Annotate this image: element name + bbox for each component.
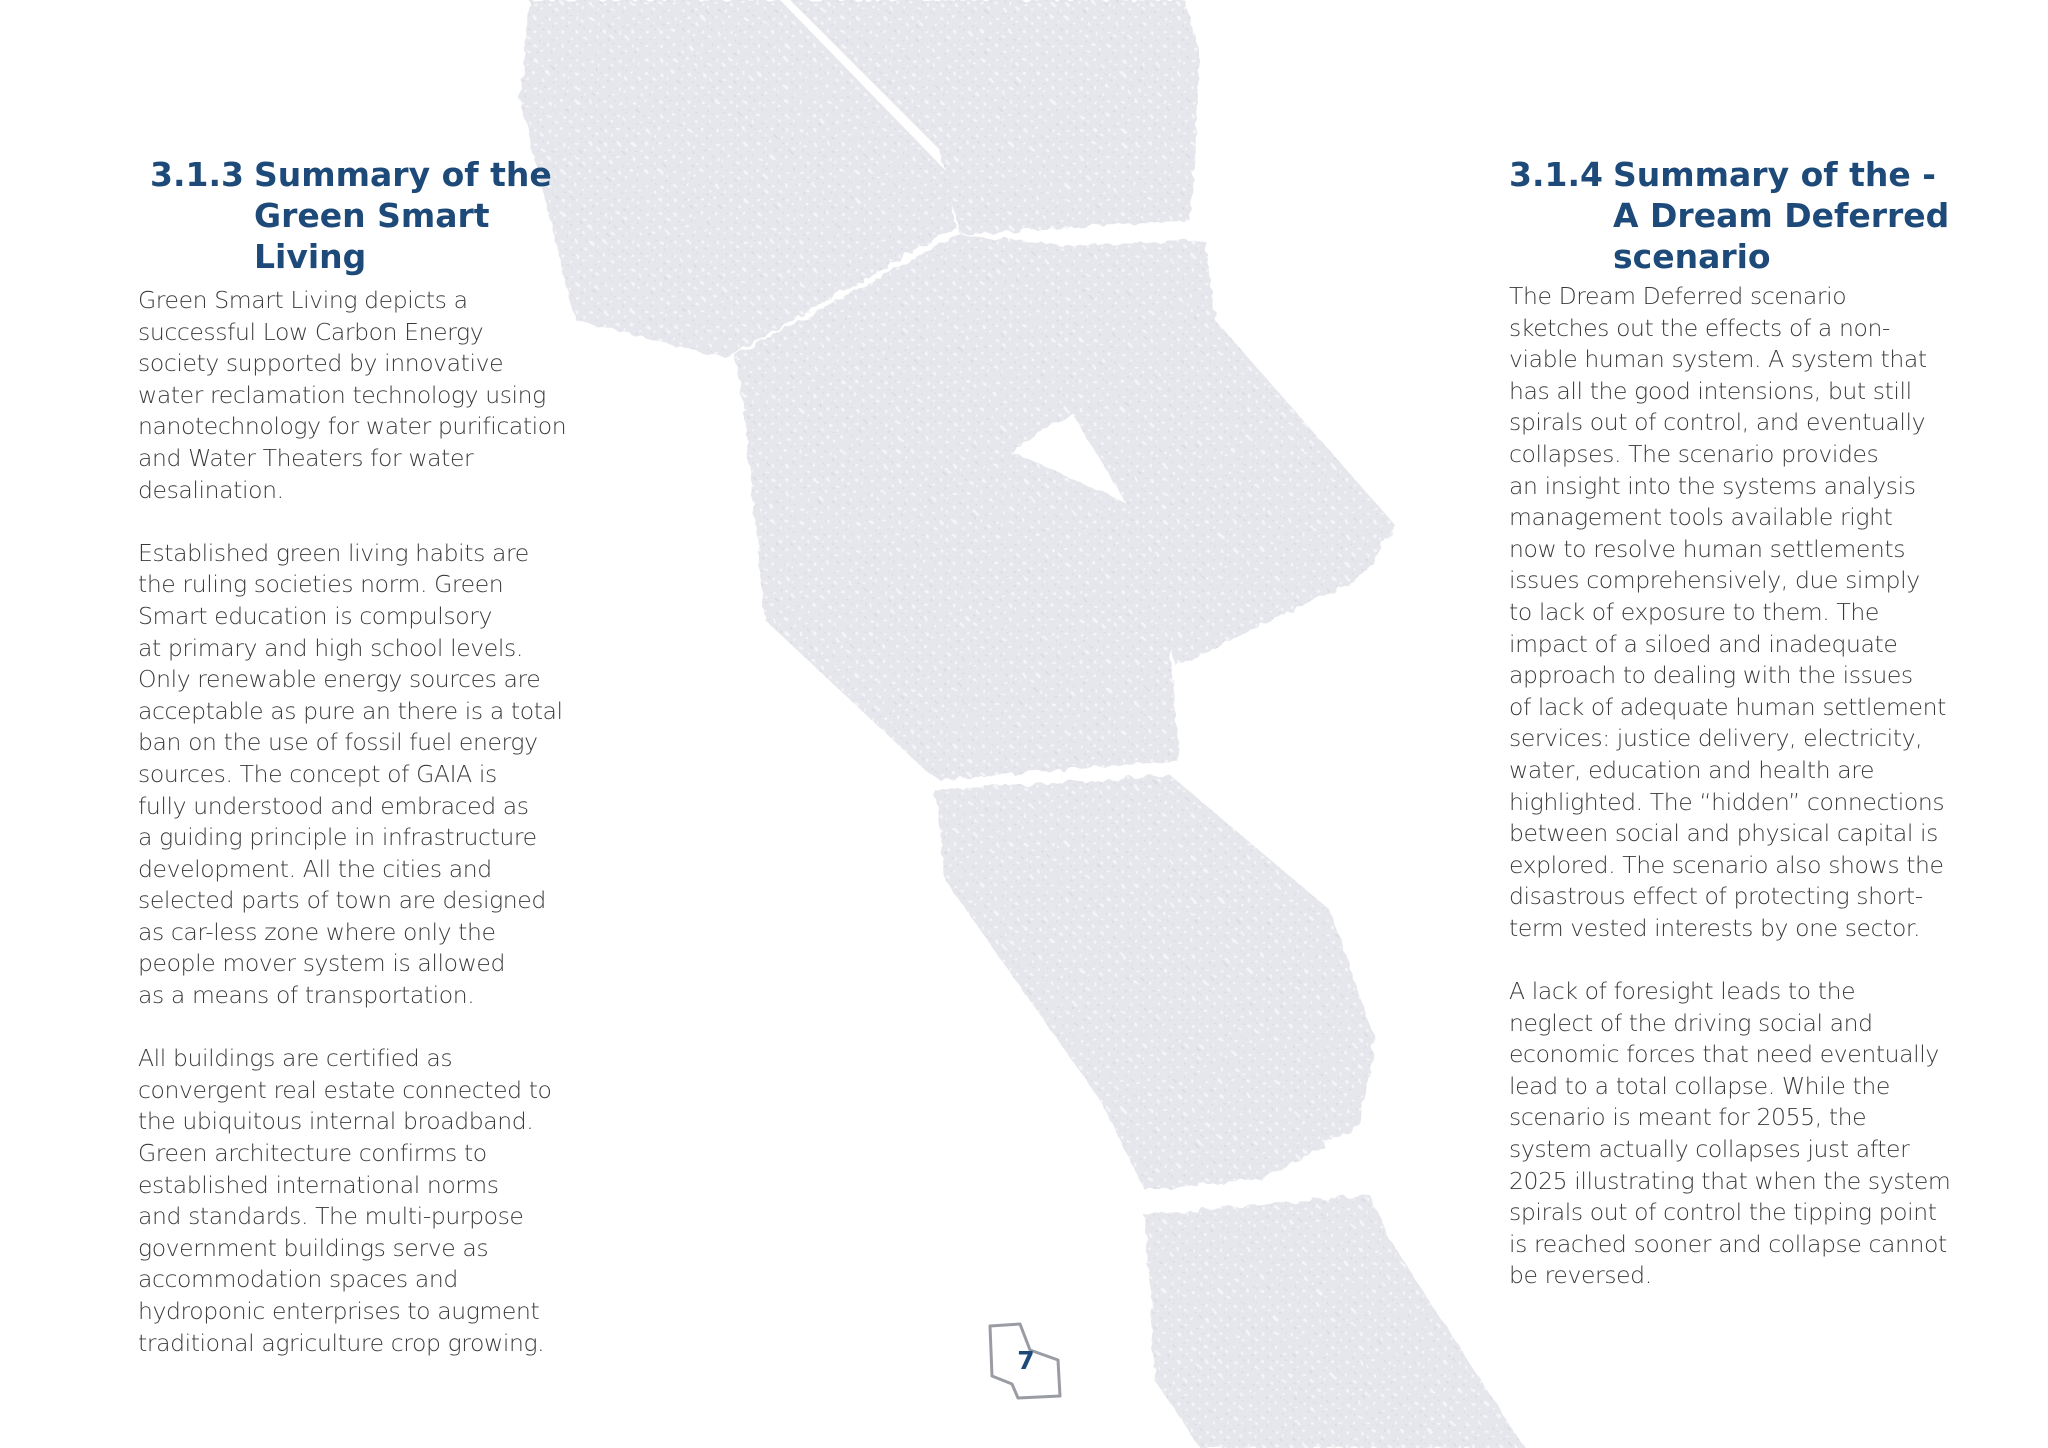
paragraph: All buildings are certified as convergent real estate connected to the ubiquitous internal broadband. Green architecture confirms to established international norms and standards. The multi-purpose government buildings serve as accommodation spaces and hydroponic enterprises to augment traditional agriculture crop growing.: [138, 1044, 552, 1357]
paragraph: The Dream Deferred scenario sketches out the effects of a non- viable human system. A system that has all the good intensions, but still spirals out of control, and eventually collapses. The scenario provides an insight into the systems analysis management tools available right now to resolve human settlements issues comprehensively, due simply to lack of exposure to them. The impact of a siloed and inadequate approach to dealing with the issues of lack of adequate human settlement services: justice delivery, electricity, water, education and health are highlighted. The “hidden” connections between social and physical capital is explored. The scenario also shows the disastrous effect of protecting short- term vested interests by one sector.: [1509, 282, 1946, 942]
section-number: 3.1.3: [150, 155, 244, 194]
left-column: [138, 154, 578, 1359]
section-title: Summary of the Green Smart Living: [254, 155, 552, 276]
paragraph: Established green living habits are the ruling societies norm. Green Smart education is compulsory at primary and high school levels. Only renewable energy sources are acceptable as pure an there is a total ban on the use of fossil fuel energy sources. The concept of GAIA is fully understood and embraced as a guiding principle in infrastructure development. All the cities and selected parts of town are designed as car-less zone where only the people mover system is allowed as a means of transportation.: [138, 538, 563, 1010]
right-column: [1509, 154, 2029, 1292]
section-title: Summary of the - A Dream Deferred scenario: [1613, 155, 1950, 276]
stone: [1145, 1195, 1525, 1448]
section-heading-3-1-4: [1509, 154, 2029, 277]
page-number: 7: [1017, 1346, 1035, 1375]
stone: [935, 775, 1375, 1190]
section-number: 3.1.4: [1509, 155, 1603, 194]
paragraph: Green Smart Living depicts a successful Low Carbon Energy society supported by innovative water reclamation technology using nanotechnology for water purification and Water Theaters for water desalination.: [138, 286, 567, 504]
paragraph: A lack of foresight leads to the neglect of the driving social and economic forces that need eventually lead to a total collapse. While the scenario is meant for 2055, the system actually collapses just after 2025 illustrating that when the system spirals out of control the tipping point is reached sooner and collapse cannot be reversed.: [1509, 977, 1951, 1290]
section-heading-3-1-3: [150, 154, 578, 277]
